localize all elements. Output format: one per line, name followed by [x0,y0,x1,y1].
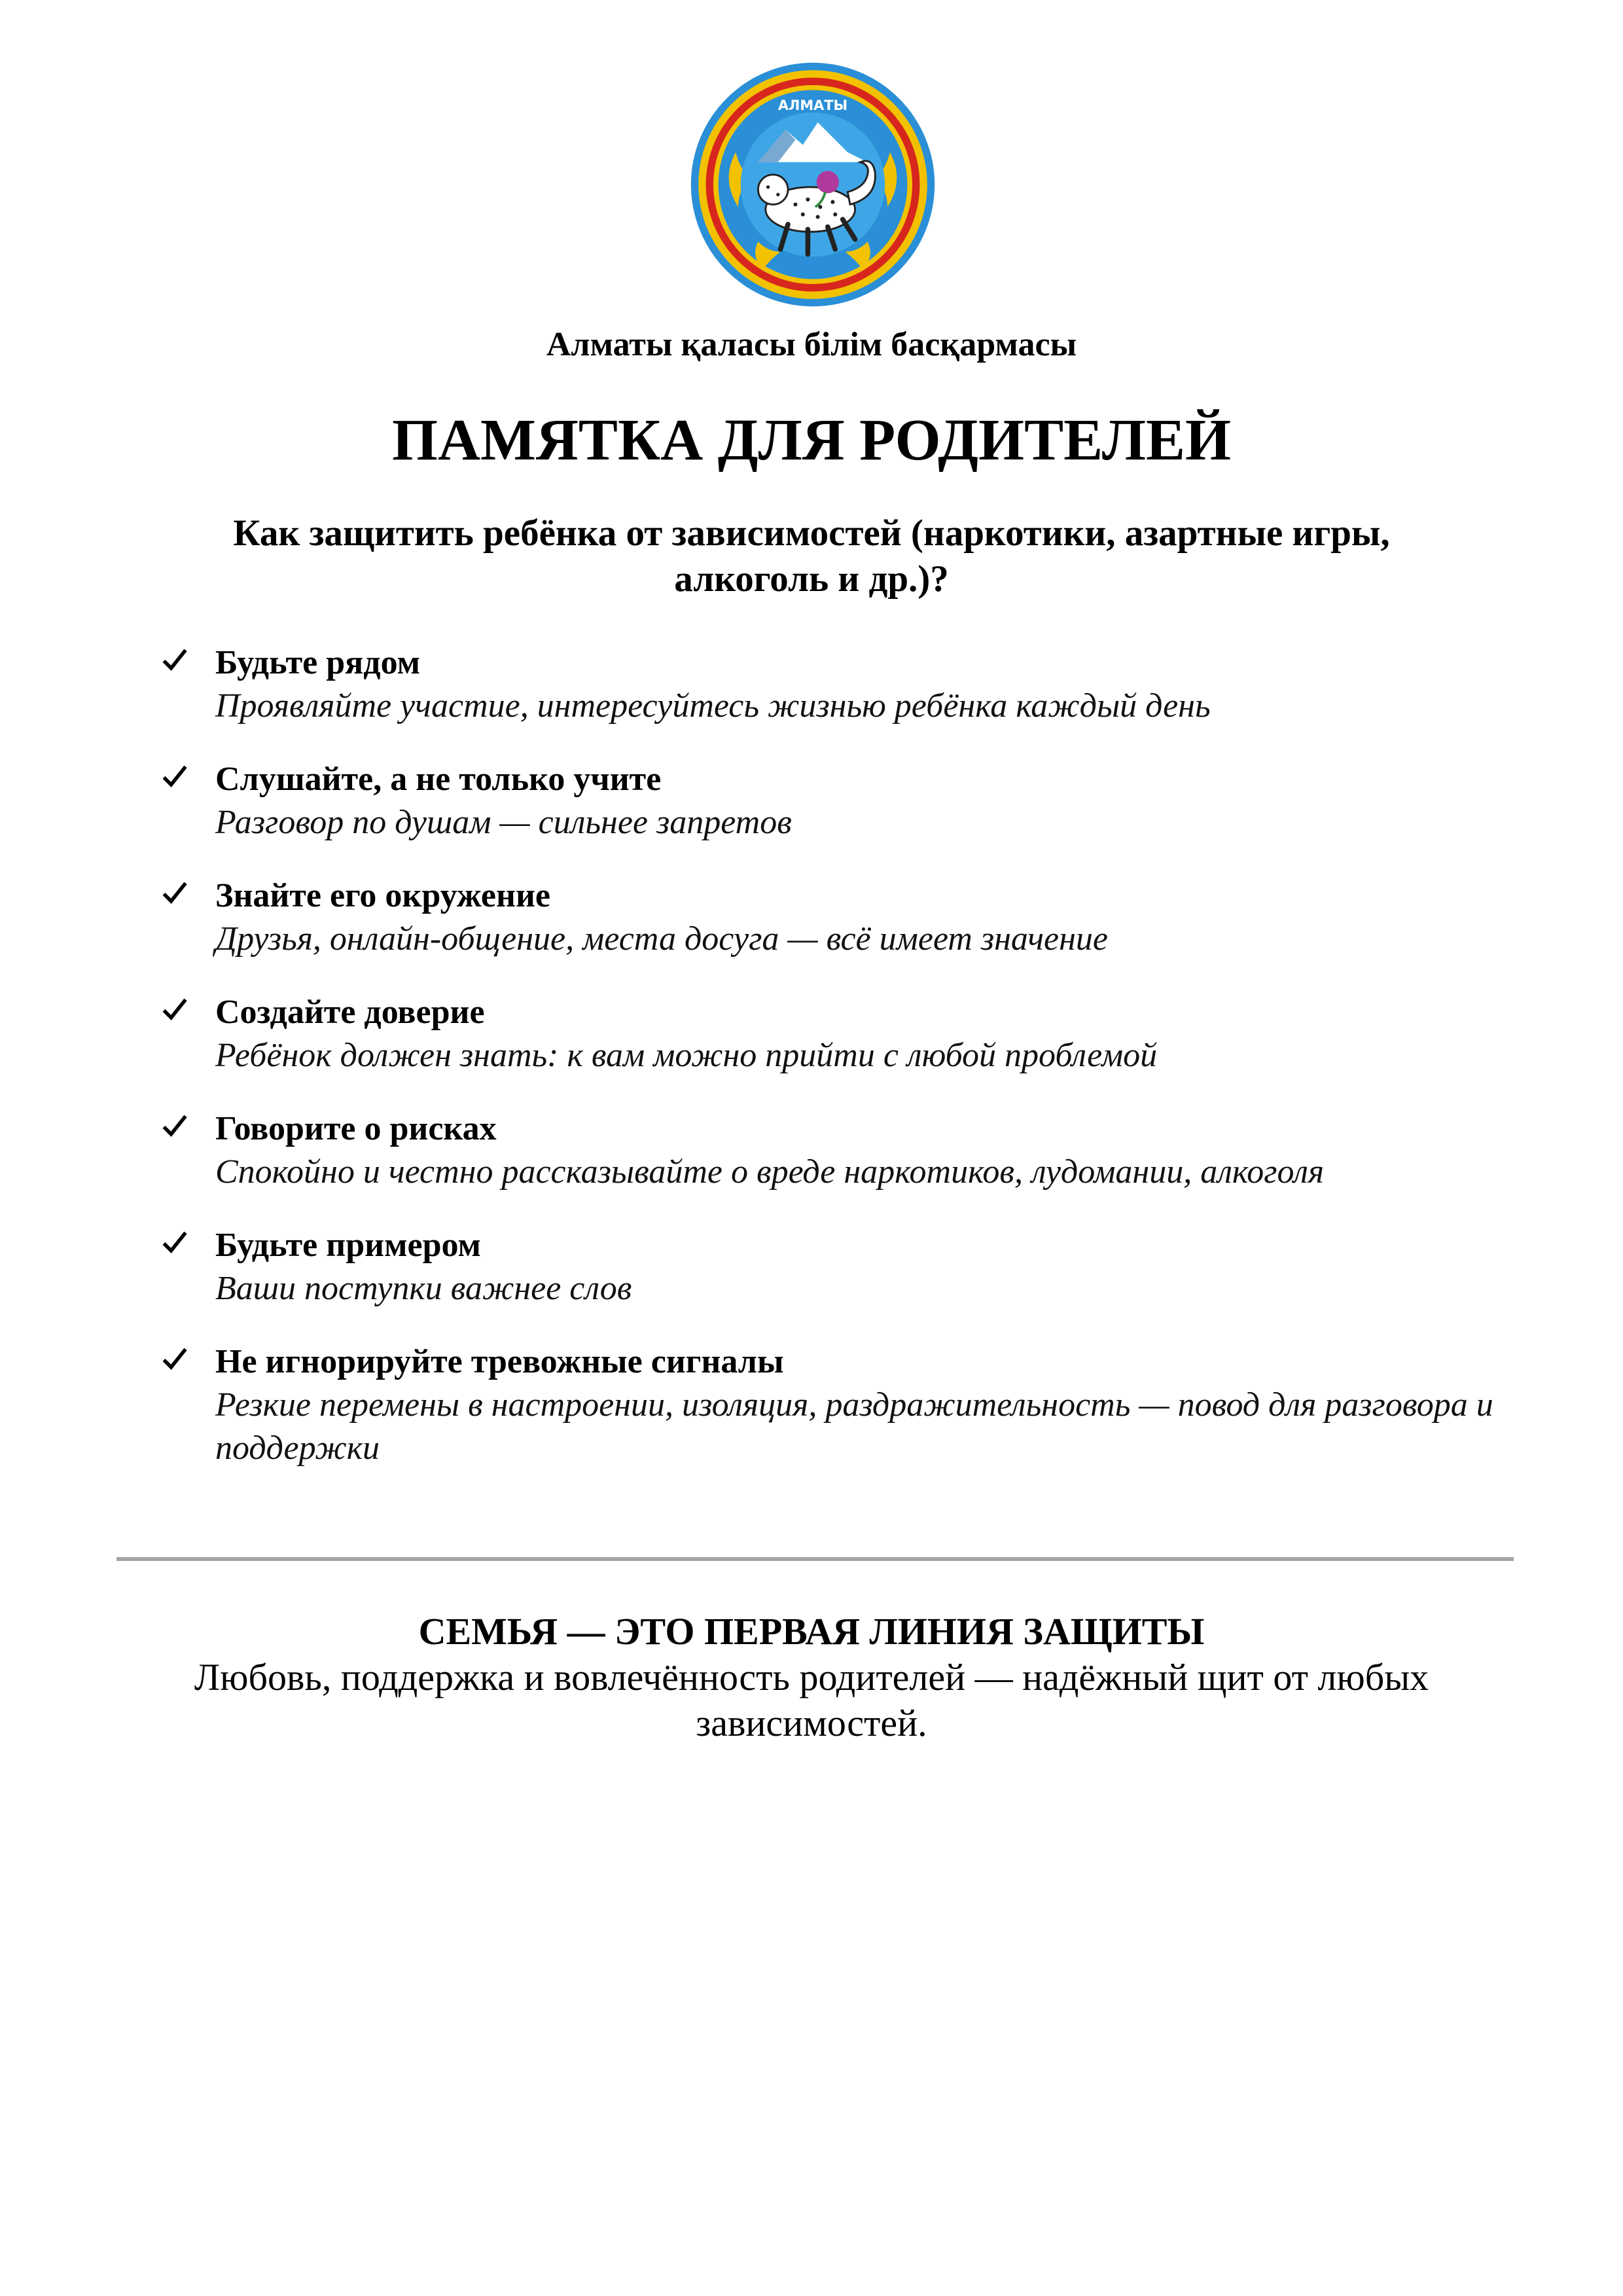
checkmark-icon [160,1344,189,1373]
footer-title: СЕМЬЯ — ЭТО ПЕРВАЯ ЛИНИЯ ЗАЩИТЫ [418,1610,1205,1653]
tip-title: Будьте рядом [215,644,421,681]
tip-description: Спокойно и честно рассказывайте о вреде наркотиков, лудомании, алкоголя [215,1153,1325,1191]
footer-text: Любовь, поддержка и вовлечённость родителей — надёжный щит от любых зависимостей. [194,1656,1429,1744]
almaty-emblem-icon [688,60,937,309]
page-title: ПАМЯТКА ДЛЯ РОДИТЕЛЕЙ [391,408,1232,473]
page-subtitle: Как защитить ребёнка от зависимостей (наркотики, азартные игры, алкоголь и др.)? [233,512,1390,600]
organization-name: Алматы қаласы білім басқармасы [546,326,1077,363]
svg-text:АЛМАТЫ: АЛМАТЫ [777,98,848,113]
list-item [160,641,1495,728]
tip-description: Разговор по душам — сильнее запретов [215,804,792,841]
list-item [160,991,1495,1077]
divider [116,1557,1514,1561]
checkmark-icon [160,995,189,1024]
tips-list [160,641,1495,1500]
tip-title: Говорите о рисках [215,1110,497,1147]
tip-title: Создайте доверие [215,994,485,1031]
tip-description: Резкие перемены в настроении, изоляция, раздражительность — повод для разговора и поддержки [215,1386,1493,1467]
checkmark-icon [160,762,189,791]
tip-title: Слушайте, а не только учите [215,761,662,798]
checkmark-icon [160,1228,189,1257]
tip-title: Будьте примером [215,1227,481,1264]
checkmark-icon [160,645,189,674]
list-item [160,758,1495,844]
tip-description: Друзья, онлайн-общение, места досуга — всё имеет значение [215,920,1109,958]
tip-description: Проявляйте участие, интересуйтесь жизнью ребёнка каждый день [215,687,1211,725]
checkmark-icon [160,1111,189,1140]
checkmark-icon [160,878,189,907]
list-item [160,1107,1495,1194]
tip-description: Ваши поступки важнее слов [215,1270,632,1307]
tip-title: Знайте его окружение [215,877,551,914]
tip-title: Не игнорируйте тревожные сигналы [215,1343,784,1380]
list-item [160,1224,1495,1310]
list-item [160,1340,1495,1470]
list-item [160,874,1495,961]
tip-description: Ребёнок должен знать: к вам можно прийти с любой проблемой [215,1037,1158,1074]
